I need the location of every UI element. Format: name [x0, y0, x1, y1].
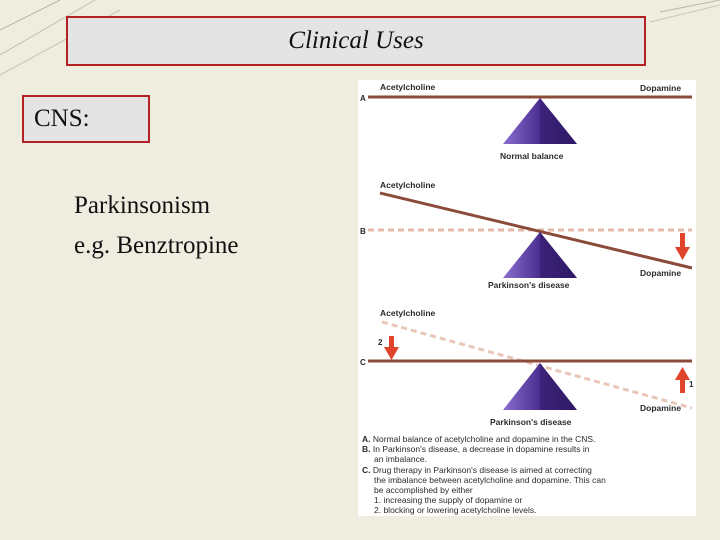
legend-line: the imbalance between acetylcholine and dopamine. This can	[374, 474, 606, 485]
body-text	[74, 186, 239, 266]
slide-title	[66, 16, 646, 66]
section-label-box	[22, 95, 150, 143]
section-label: CNS:	[34, 105, 90, 132]
panel-c-caption: Parkinson's disease	[490, 417, 572, 427]
figure-legend	[362, 434, 692, 516]
parkinson-balance-figure	[358, 80, 696, 516]
legend-line: A. Normal balance of acetylcholine and dopamine in the CNS.	[362, 434, 596, 444]
panel-c-marker-2: 2	[378, 338, 383, 347]
panel-c-dopamine-label: Dopamine	[640, 403, 682, 413]
legend-line: be accomplished by either	[374, 485, 473, 496]
legend-line: 1. increasing the supply of dopamine or	[374, 495, 523, 506]
panel-b-letter: B	[360, 227, 366, 236]
panel-b-acetylcholine-label: Acetylcholine	[380, 180, 436, 190]
panel-b-down-arrow-icon	[675, 233, 690, 260]
panel-a-pyramid-shade	[540, 98, 577, 144]
panel-c-up-arrow-icon	[675, 367, 690, 393]
panel-c-marker-1: 1	[689, 380, 694, 389]
panel-c-down-arrow-icon	[384, 336, 399, 360]
legend-line: C. Drug therapy in Parkinson's disease is aimed at correcting	[362, 464, 592, 475]
slide-title-text: Clinical Uses	[288, 27, 424, 54]
panel-a-letter: A	[360, 94, 366, 103]
panel-a-dopamine-label: Dopamine	[640, 83, 682, 93]
body-line-example: e.g. Benztropine	[74, 232, 239, 259]
panel-a-caption: Normal balance	[500, 151, 564, 161]
body-line-condition: Parkinsonism	[74, 192, 211, 219]
legend-line: 2. blocking or lowering acetylcholine levels.	[374, 505, 537, 516]
legend-line: an imbalance.	[374, 454, 427, 465]
panel-a-acetylcholine-label: Acetylcholine	[380, 82, 436, 92]
panel-c-letter: C	[360, 358, 366, 367]
panel-b-dopamine-label: Dopamine	[640, 268, 682, 278]
panel-c-acetylcholine-label: Acetylcholine	[380, 308, 436, 318]
panel-b-caption: Parkinson's disease	[488, 280, 570, 290]
legend-line: B. In Parkinson's disease, a decrease in dopamine results in	[362, 444, 590, 455]
